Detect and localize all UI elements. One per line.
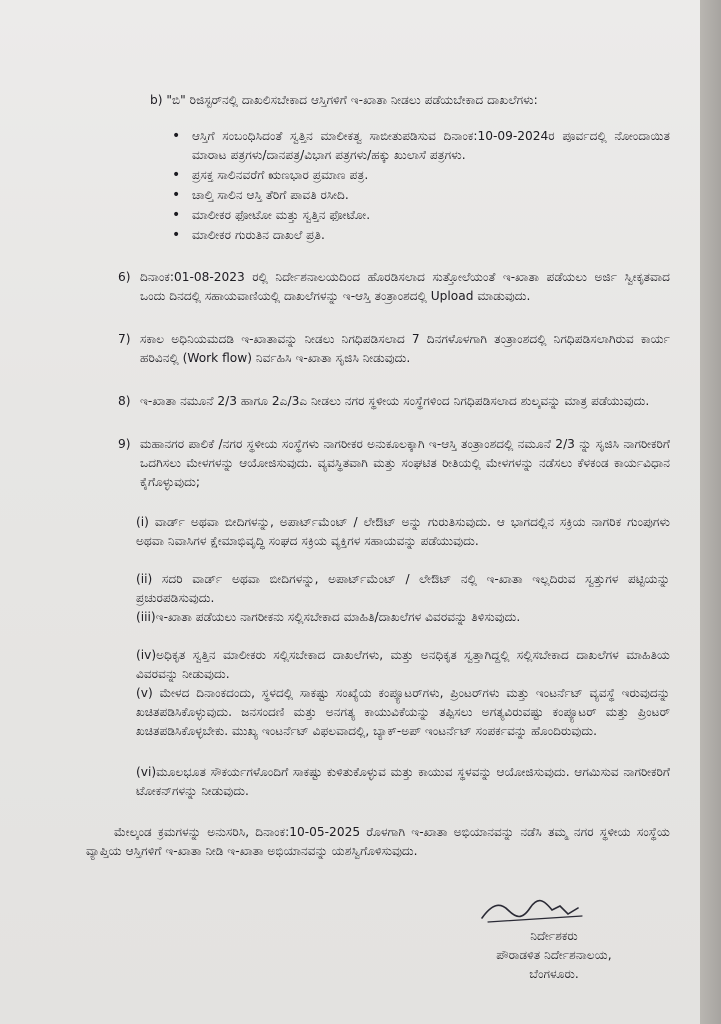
bullet-item: • ಪ್ರಸಕ್ತ ಸಾಲಿನವರೆಗೆ ಋಣಭಾರ ಪ್ರಮಾಣ ಪತ್ರ. (172, 166, 670, 185)
handwritten-signature (478, 896, 588, 928)
section-b-heading: b) "ಬಿ" ರಿಜಿಸ್ಟರ್‌ನಲ್ಲಿ ದಾಖಲಿಸಬೇಕಾದ ಆಸ್ತಿಗಳಿಗೆ ಇ-ಖಾತಾ ನೀಡಲು ಪಡೆಯಬೇಕಾದ ದಾಖಲೆಗಳು: (150, 93, 538, 107)
page-edge-shadow (700, 0, 721, 1024)
signatory-designation: ನಿರ್ದೇಶಕರು (530, 929, 578, 943)
signature-block (454, 927, 654, 984)
subitem-text: (vi)ಮೂಲಭೂತ ಸೌಕರ್ಯಗಳೊಂದಿಗೆ ಸಾಕಷ್ಟು ಕುಳಿತುಕೊಳ್ಳುವ ಮತ್ತು ಕಾಯುವ ಸ್ಥಳವನ್ನು ಆಯೋಜಿಸುವುದು. ಆಗಮಿಸುವ ನಾಗರೀಕರಿಗೆ ಟೋಕನ್‌ಗಳನ್ನು ನೀಡುವುದು. (136, 765, 670, 798)
section-b-bullet-list (172, 127, 670, 246)
signatory-city: ಬೆಂಗಳೂರು. (529, 967, 579, 981)
item-text: ಇ-ಖಾತಾ ನಮೂನೆ 2/3 ಹಾಗೂ 2ಎ/3ಎ ನೀಡಲು ನಗರ ಸ್ಥಳೀಯ ಸಂಸ್ಥೆಗಳಿಂದ ನಿಗಧಿಪಡಿಸಲಾದ ಶುಲ್ಕವನ್ನು ಮಾತ್ರ ಪಡೆಯುವುದು. (140, 394, 650, 408)
subitem-text: (iii)ಇ-ಖಾತಾ ಪಡೆಯಲು ನಾಗರೀಕನು ಸಲ್ಲಿಸಬೇಕಾದ ಮಾಹಿತಿ/ದಾಖಲೆಗಳ ವಿವರವನ್ನು ತಿಳಿಸುವುದು. (136, 610, 521, 624)
item-text: ಮಹಾನಗರ ಪಾಲಿಕೆ /ನಗರ ಸ್ಥಳೀಯ ಸಂಸ್ಥೆಗಳು ನಾಗರೀಕರ ಅನುಕೂಲಕ್ಕಾಗಿ ಇ-ಆಸ್ತಿ ತಂತ್ರಾಂಶದಲ್ಲಿ ನಮೂನೆ 2/3 ನ್ನು ಸೃಜಿಸಿ ನಾಗರೀಕರಿಗೆ ಒದಗಿಸಲು ಮೇಳಗಳನ್ನು ಆಯೋಜಿಸುವುದು. ವ್ಯವಸ್ಥಿತವಾಗಿ ಮತ್ತು ಸಂಘಟಿತ ರೀತಿಯಲ್ಲಿ ಮೇಳಗಳನ್ನು ನಡೆಸಲು ಕೆಳಕಂಡ ಕಾರ್ಯವಿಧಾನ ಕೈಗೊಳ್ಳುವುದು; (140, 437, 670, 489)
bullet-item: • ಆಸ್ತಿಗೆ ಸಂಬಂಧಿಸಿದಂತೆ ಸ್ವತ್ತಿನ ಮಾಲೀಕತ್ವ ಸಾಬೀತುಪಡಿಸುವ ದಿನಾಂಕ:10-09-2024ರ ಪೂರ್ವದಲ್ಲಿ ನೋಂದಾಯಿತ ಮಾರಾಟ ಪತ್ರಗಳು/ದಾನಪತ್ರ/ವಿಭಾಗ ಪತ್ರಗಳು/ಹಕ್ಕು ಖುಲಾಸೆ ಪತ್ರಗಳು. (172, 127, 670, 165)
subitem-text: (ii) ಸದರಿ ವಾರ್ಡ್ ಅಥವಾ ಬೀದಿಗಳನ್ನು, ಅಪಾರ್ಟ್‌ಮೆಂಟ್ / ಲೇಔಟ್ ನಲ್ಲಿ ಇ-ಖಾತಾ ಇಲ್ಲದಿರುವ ಸ್ವತ್ತುಗಳ ಪಟ್ಟಿಯನ್ನು ಪ್ರಚುರಪಡಿಸುವುದು. (136, 572, 670, 605)
item-number: 9) (118, 437, 131, 451)
subitem-text: (iv)ಅಧಿಕೃತ ಸ್ವತ್ತಿನ ಮಾಲೀಕರು ಸಲ್ಲಿಸಬೇಕಾದ ದಾಖಲೆಗಳು, ಮತ್ತು ಅನಧಿಕೃತ ಸ್ವತ್ತಾಗಿದ್ದಲ್ಲಿ ಸಲ್ಲಿಸಬೇಕಾದ ದಾಖಲೆಗಳ ಮಾಹಿತಿಯ ವಿವರವನ್ನು ನೀಡುವುದು. (136, 648, 670, 681)
item-text: ಸಕಾಲ ಅಧಿನಿಯಮದಡಿ ಇ-ಖಾತಾವನ್ನು ನೀಡಲು ನಿಗಧಿಪಡಿಸಲಾದ 7 ದಿನಗಳೊಳಗಾಗಿ ತಂತ್ರಾಂಶದಲ್ಲಿ ನಿಗಧಿಪಡಿಸಲಾಗಿರುವ ಕಾರ್ಯ ಹರಿವಿನಲ್ಲಿ (Work flow) ನಿರ್ವಹಿಸಿ ಇ-ಖಾತಾ ಸೃಜಿಸಿ ನೀಡುವುದು. (140, 332, 670, 365)
item-number: 8) (118, 394, 131, 408)
subitem-text: (i) ವಾರ್ಡ್ ಅಥವಾ ಬೀದಿಗಳನ್ನು, ಅಪಾರ್ಟ್‌ಮೆಂಟ್ / ಲೇಔಟ್ ಅನ್ನು ಗುರುತಿಸುವುದು. ಆ ಭಾಗದಲ್ಲಿನ ಸಕ್ರಿಯ ನಾಗರಿಕ ಗುಂಪುಗಳು ಅಥವಾ ನಿವಾಸಿಗಳ ಕ್ಷೇಮಾಭಿವೃದ್ಧಿ ಸಂಘದ ಸಕ್ರಿಯ ವ್ಯಕ್ತಿಗಳ ಸಹಾಯವನ್ನು ಪಡೆಯುವುದು. (136, 515, 670, 548)
bullet-item: • ಚಾಲ್ತಿ ಸಾಲಿನ ಆಸ್ತಿ ತೆರಿಗೆ ಪಾವತಿ ರಸೀದಿ. (172, 186, 670, 205)
subitem-text: (v) ಮೇಳದ ದಿನಾಂಕದಂದು, ಸ್ಥಳದಲ್ಲಿ ಸಾಕಷ್ಟು ಸಂಖ್ಯೆಯ ಕಂಪ್ಯೂಟರ್‌ಗಳು, ಪ್ರಿಂಟರ್‌ಗಳು ಮತ್ತು ಇಂಟರ್ನೆಟ್ ವ್ಯವಸ್ಥೆ ಇರುವುದನ್ನು ಖಚಿತಪಡಿಸಿಕೊಳ್ಳುವುದು. ಜನಸಂದಣಿ ಮತ್ತು ಅನಗತ್ಯ ಕಾಯುವಿಕೆಯನ್ನು ತಪ್ಪಿಸಲು ಅಗತ್ಯವಿರುವಷ್ಟು ಕಂಪ್ಯೂಟರ್ ಮತ್ತು ಪ್ರಿಂಟರ್ ಖಚಿತಪಡಿಸಿಕೊಳ್ಳಬೇಕು. ಮುಖ್ಯ ಇಂಟರ್ನೆಟ್ ವಿಫಲವಾದಲ್ಲಿ, ಬ್ಯಾಕ್-ಅಪ್ ಇಂಟರ್ನೆಟ್ ಸಂಪರ್ಕವನ್ನು ಹೊಂದಿರುವುದು. (136, 686, 670, 738)
bullet-item: • ಮಾಲೀಕರ ಫೋಟೋ ಮತ್ತು ಸ್ವತ್ತಿನ ಫೋಟೋ. (172, 206, 670, 225)
item-number: 6) (118, 270, 131, 284)
signatory-office: ಪೌರಾಡಳಿತ ನಿರ್ದೇಶನಾಲಯ, (496, 948, 612, 962)
closing-paragraph: ಮೇಲ್ಕಂಡ ಕ್ರಮಗಳನ್ನು ಅನುಸರಿಸಿ, ದಿನಾಂಕ:10-05-2025 ರೊಳಗಾಗಿ ಇ-ಖಾತಾ ಅಭಿಯಾನವನ್ನು ನಡೆಸಿ ತಮ್ಮ ನಗರ ಸ್ಥಳೀಯ ಸಂಸ್ಥೆಯ ವ್ಯಾಪ್ತಿಯ ಆಸ್ತಿಗಳಿಗೆ ಇ-ಖಾತಾ ನೀಡಿ ಇ-ಖಾತಾ ಅಭಿಯಾನವನ್ನು ಯಶಸ್ವಿಗೊಳಿಸುವುದು. (86, 825, 670, 858)
item-text: ದಿನಾಂಕ:01-08-2023 ರಲ್ಲಿ ನಿರ್ದೇಶನಾಲಯದಿಂದ ಹೊರಡಿಸಲಾದ ಸುತ್ತೋಲೆಯಂತೆ ಇ-ಖಾತಾ ಪಡೆಯಲು ಅರ್ಜಿ ಸ್ವೀಕೃತವಾದ ಒಂದು ದಿನದಲ್ಲಿ ಸಹಾಯವಾಣಿಯಲ್ಲಿ ದಾಖಲೆಗಳನ್ನು ಇ-ಆಸ್ತಿ ತಂತ್ರಾಂಶದಲ್ಲಿ Upload ಮಾಡುವುದು. (140, 270, 670, 303)
item-number: 7) (118, 332, 131, 346)
bullet-item: • ಮಾಲೀಕರ ಗುರುತಿನ ದಾಖಲೆ ಪ್ರತಿ. (172, 226, 670, 245)
